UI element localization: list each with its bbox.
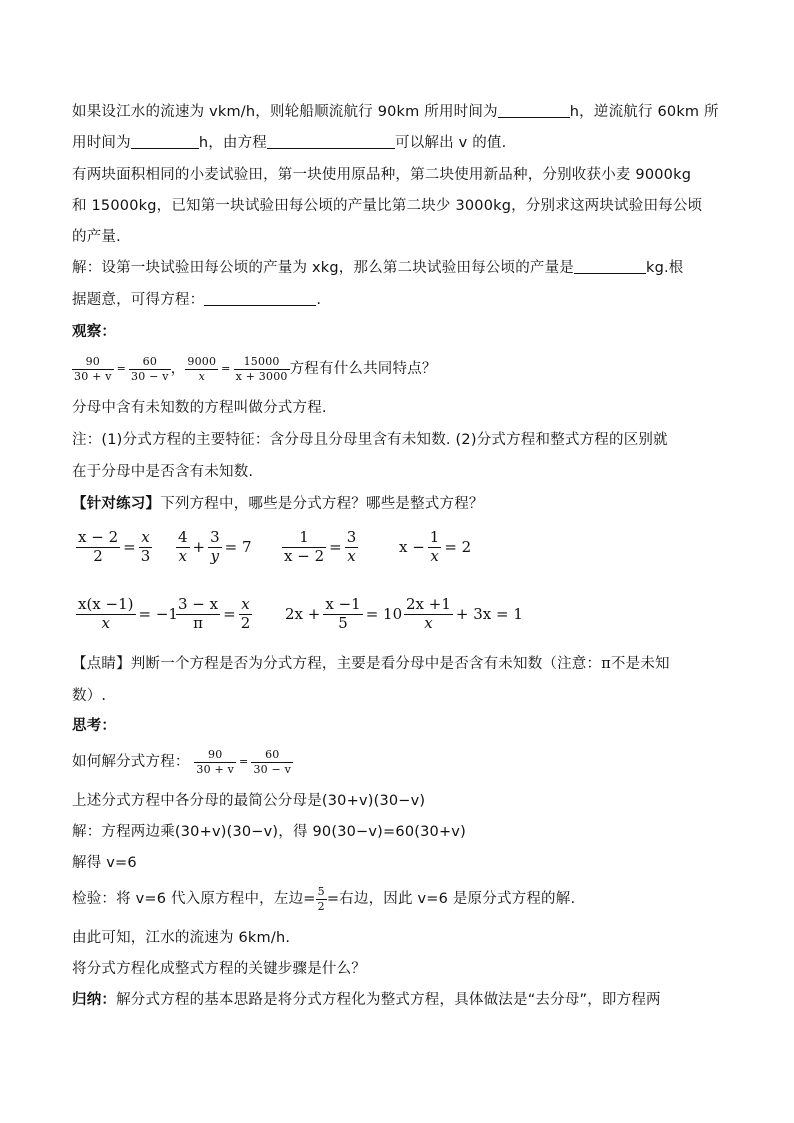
paragraph-3-line-2 — [72, 290, 732, 310]
equation-8 — [404, 597, 526, 632]
fraction: $\frac{4}{x}$ — [178, 528, 188, 565]
check-line — [72, 882, 732, 916]
fraction: $\frac{90}{30 + v}$ — [196, 747, 235, 776]
fraction: $\frac{9000}{x}$ — [187, 354, 217, 383]
fraction: $\frac{90}{30 + v}$ — [74, 354, 112, 383]
lhs: x − — [399, 538, 425, 557]
text: h，由方程 — [198, 135, 268, 151]
fraction: $\frac{15000}{x + 3000}$ — [235, 354, 288, 383]
fraction: $\frac{3}{y}$ — [210, 528, 220, 565]
text: 用时间为 — [72, 135, 131, 151]
text: 如何解分式方程： — [72, 754, 190, 770]
equals-sign: = — [116, 362, 127, 375]
text: . — [316, 292, 322, 308]
rhs: + 3x = 1 — [455, 605, 523, 624]
fraction: $\frac{x}{2}$ — [240, 595, 251, 632]
lhs: 2x + — [285, 605, 321, 624]
text: 解：设第一块试验田每公顷的产量为 xkg，那么第二块试验田每公顷的产量是 — [72, 260, 574, 276]
equals-sign: = — [239, 755, 249, 768]
fraction: $\frac{x(x -1)}{x}$ — [78, 595, 134, 632]
comma: ， — [170, 361, 186, 377]
answer-blank — [267, 134, 395, 149]
rhs: = 7 — [224, 538, 252, 557]
fraction: $\frac{5}{2}$ — [317, 884, 325, 913]
solution-line: 解：方程两边乘(30+v)(30−v)，得 90(30−v)=60(30+v) — [72, 824, 466, 840]
answer-blank — [498, 103, 570, 118]
equation-3 — [282, 530, 358, 565]
key-question: 将分式方程化成整式方程的关键步骤是什么？ — [72, 961, 366, 977]
question-text: 方程有什么共同特点？ — [289, 361, 437, 377]
rhs: = 10 — [365, 605, 403, 624]
practice-tag: 【针对练习】 — [72, 496, 161, 512]
equation-2 — [176, 530, 255, 565]
text: 据题意，可得方程： — [72, 292, 205, 308]
paragraph-2-line-3: 的产量. — [72, 229, 121, 245]
paragraph-2-line-1: 有两块面积相同的小麦试验田，第一块使用原品种，第二块使用新品种，分别收获小麦 9000kg — [72, 167, 692, 183]
text: =右边，因此 v=6 是原分式方程的解. — [326, 891, 576, 907]
conclusion-line: 由此可知，江水的流速为 6km/h. — [72, 930, 291, 946]
paragraph-2-line-2: 和 15000kg，已知第一块试验田每公顷的产量比第二块少 3000kg，分别求这两块试验田每公顷 — [72, 198, 703, 214]
think-equation — [72, 745, 732, 779]
equals-sign: = — [221, 362, 231, 375]
paragraph-1-line-2 — [72, 133, 732, 153]
fraction: $\frac{1}{x}$ — [429, 528, 440, 565]
rhs: = 2 — [444, 538, 472, 557]
fraction: $\frac{60}{30 - v}$ — [131, 354, 169, 383]
observe-equations — [72, 352, 732, 386]
tip-line-2: 数）. — [72, 688, 107, 704]
text: h，逆流航行 60km 所 — [569, 104, 719, 120]
equation-1 — [76, 530, 152, 565]
fraction: $\frac{3 - x}{\pi}$ — [178, 595, 219, 632]
fraction: $\frac{1}{x - 2}$ — [284, 528, 325, 565]
equation-5 — [76, 597, 181, 632]
text: kg.根 — [646, 260, 684, 276]
summary-text: 解分式方程的基本思路是将分式方程化为整式方程，具体做法是“去分母”，即方程两 — [116, 992, 661, 1008]
tip-line-1: 【点睛】判断一个方程是否为分式方程，主要是看分母中是否含有未知数（注意：π不是未知 — [72, 656, 670, 672]
plus-sign: + — [192, 538, 206, 557]
paragraph-1-line-1 — [72, 102, 732, 122]
note-line-2: 在于分母中是否含有未知数. — [72, 464, 254, 480]
equation-4 — [396, 530, 474, 565]
definition: 分母中含有未知数的方程叫做分式方程. — [72, 400, 327, 416]
answer-blank — [131, 134, 199, 149]
fraction: $\frac{2x +1}{x}$ — [406, 595, 451, 632]
fraction: $\frac{x}{3}$ — [140, 528, 151, 565]
equation-7 — [282, 597, 405, 632]
equals-sign: = — [123, 538, 136, 557]
fraction: $\frac{60}{30 - v}$ — [253, 747, 292, 776]
think-heading: 思考： — [72, 718, 117, 734]
note-line-1: 注：(1)分式方程的主要特征：含分母且分母里含有未知数. (2)分式方程和整式方程的区别就 — [72, 432, 668, 448]
practice-heading — [72, 494, 732, 514]
observe-heading: 观察： — [72, 324, 117, 340]
rhs: = −1 — [138, 605, 178, 624]
text: 检验：将 v=6 代入原方程中，左边= — [72, 891, 316, 907]
text: 如果设江水的流速为 vkm/h，则轮船顺流航行 90km 所用时间为 — [72, 104, 498, 120]
answer-blank — [574, 259, 646, 274]
result-line: 解得 v=6 — [72, 855, 137, 871]
equals-sign: = — [223, 605, 236, 624]
equation-6 — [176, 597, 252, 632]
answer-blank — [204, 291, 316, 306]
fraction: $\frac{3}{x}$ — [346, 528, 357, 565]
lcd-line: 上述分式方程中各分母的最简公分母是(30+v)(30−v) — [72, 793, 426, 809]
fraction: $\frac{x -1}{5}$ — [325, 595, 361, 632]
summary-line — [72, 990, 732, 1010]
text: 可以解出 v 的值. — [395, 135, 507, 151]
paragraph-3-line-1 — [72, 258, 732, 278]
summary-title: 归纳： — [72, 992, 117, 1008]
equals-sign: = — [329, 538, 342, 557]
fraction: $\frac{x - 2}{2}$ — [78, 528, 119, 565]
practice-text: 下列方程中，哪些是分式方程？哪些是整式方程？ — [160, 496, 484, 512]
